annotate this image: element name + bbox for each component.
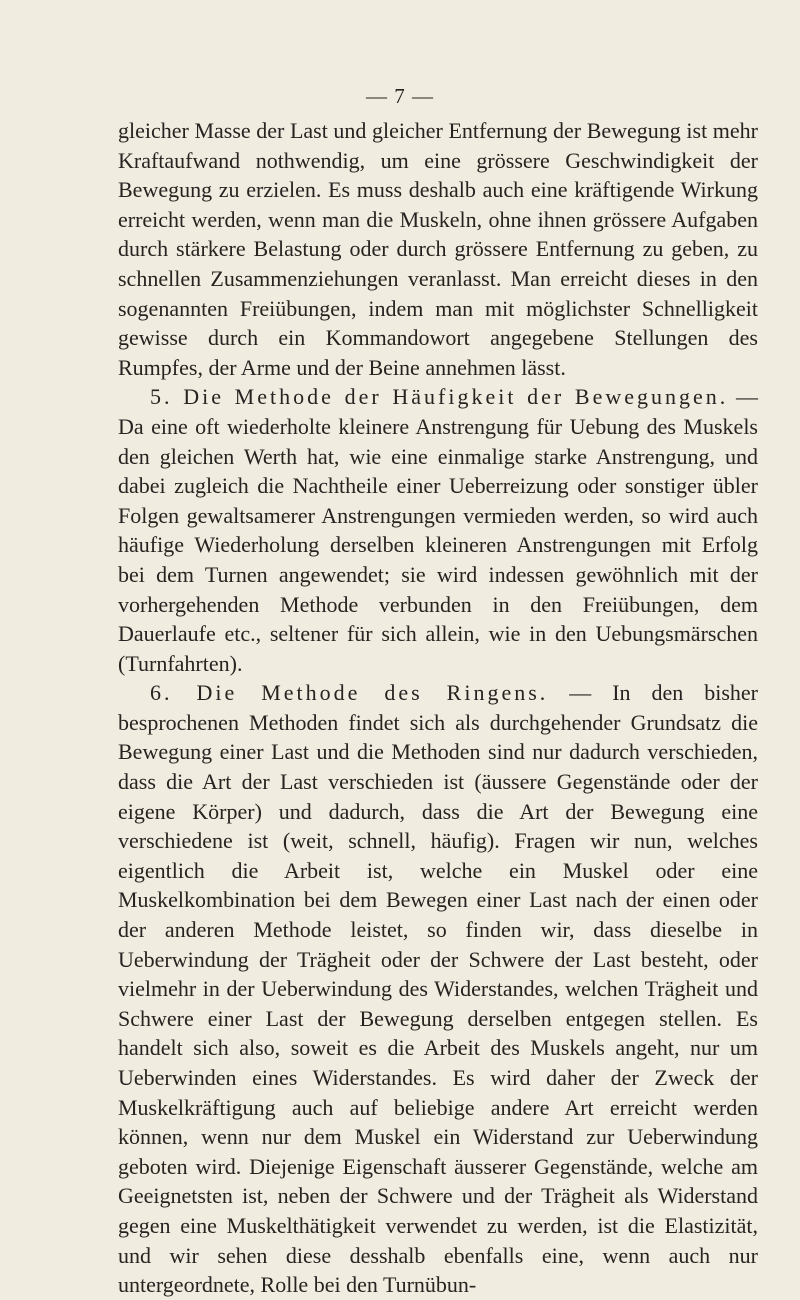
section-heading-5: 5. Die Methode der Häufigkeit der Bewegungen. — [150, 384, 729, 410]
page-number: — 7 — — [366, 84, 434, 108]
paragraph-3-text: — In den bisher besprochenen Methoden findet sich als durchgehender Grundsatz die Bewegung einer Last und die Methoden sind nur dadurch verschieden, dass die Art der Last verschieden ist (äussere Gegenstände oder der eigene Körper) und dadurch, dass die Art der Bewegung eine verschiedene ist (weit, schnell, häufig). Fragen wir nun, welches eigentlich die Arbeit ist, welche ein Muskel oder eine Muskelkombination bei dem Bewegen einer Last nach der einen oder der anderen Methode leistet, so finden wir, dass dieselbe in Ueberwindung der Trägheit oder der Schwere der Last besteht, oder vielmehr in der Ueberwindung des Widerstandes, welchen Trägheit und Schwere einer Last der Bewegung derselben entgegen stellen. Es handelt sich also, soweit es die Arbeit des Muskels angeht, nur um Ueberwinden eines Widerstandes. Es wird daher der Zweck der Muskelkräftigung auch auf beliebige andere Art erreicht werden können, wenn nur dem Muskel ein Widerstand zur Ueberwindung geboten wird. Diejenige Eigenschaft äusserer Gegenstände, welche am Geeignetsten ist, neben der Schwere und der Trägheit als Widerstand gegen eine Muskelthätigkeit verwendet zu werden, ist die Elastizität, und wir sehen diese desshalb ebenfalls eine, wenn auch nur untergeordnete, Rolle bei den Turnübun- — [118, 680, 759, 1298]
section-heading-6: 6. Die Methode des Ringens. — [150, 680, 549, 706]
paragraph-3 — [118, 678, 758, 1299]
paragraph-1-text: gleicher Masse der Last und gleicher Entfernung der Bewegung ist mehr Kraftaufwand nothwendig, um eine grössere Geschwindigkeit der Bewegung zu erzielen. Es muss deshalb auch eine kräftigende Wirkung erreicht werden, wenn man die Muskeln, ohne ihnen grössere Aufgaben durch stärkere Belastung oder durch grössere Entfernung zu geben, zu schnellen Zusammenziehungen veranlasst. Man erreicht dieses in den sogenannten Freiübungen, indem man mit möglichster Schnelligkeit gewisse durch ein Kommandowort angegebene Stellungen des Rumpfes, der Arme und der Beine annehmen lässt. — [118, 118, 758, 380]
paragraph-1 — [118, 116, 758, 382]
body-text — [118, 116, 758, 1300]
paragraph-2 — [118, 382, 758, 678]
paragraph-2-text: — Da eine oft wiederholte kleinere Anstrengung für Uebung des Muskels den gleichen Werth hat, wie eine einmalige starke Anstrengung, und dabei zugleich die Nachtheile einer Ueberreizung oder sonstiger übler Folgen gewaltsamerer Anstrengungen vermieden werden, so wird auch häufige Wiederholung derselben kleineren Anstrengungen mit Erfolg bei dem Turnen angewendet; sie wird indessen gewöhnlich mit der vorhergehenden Methode verbunden in den Freiübungen, dem Dauerlaufe etc., seltener für sich allein, wie in den Uebungsmärschen (Turnfahrten). — [118, 384, 758, 676]
